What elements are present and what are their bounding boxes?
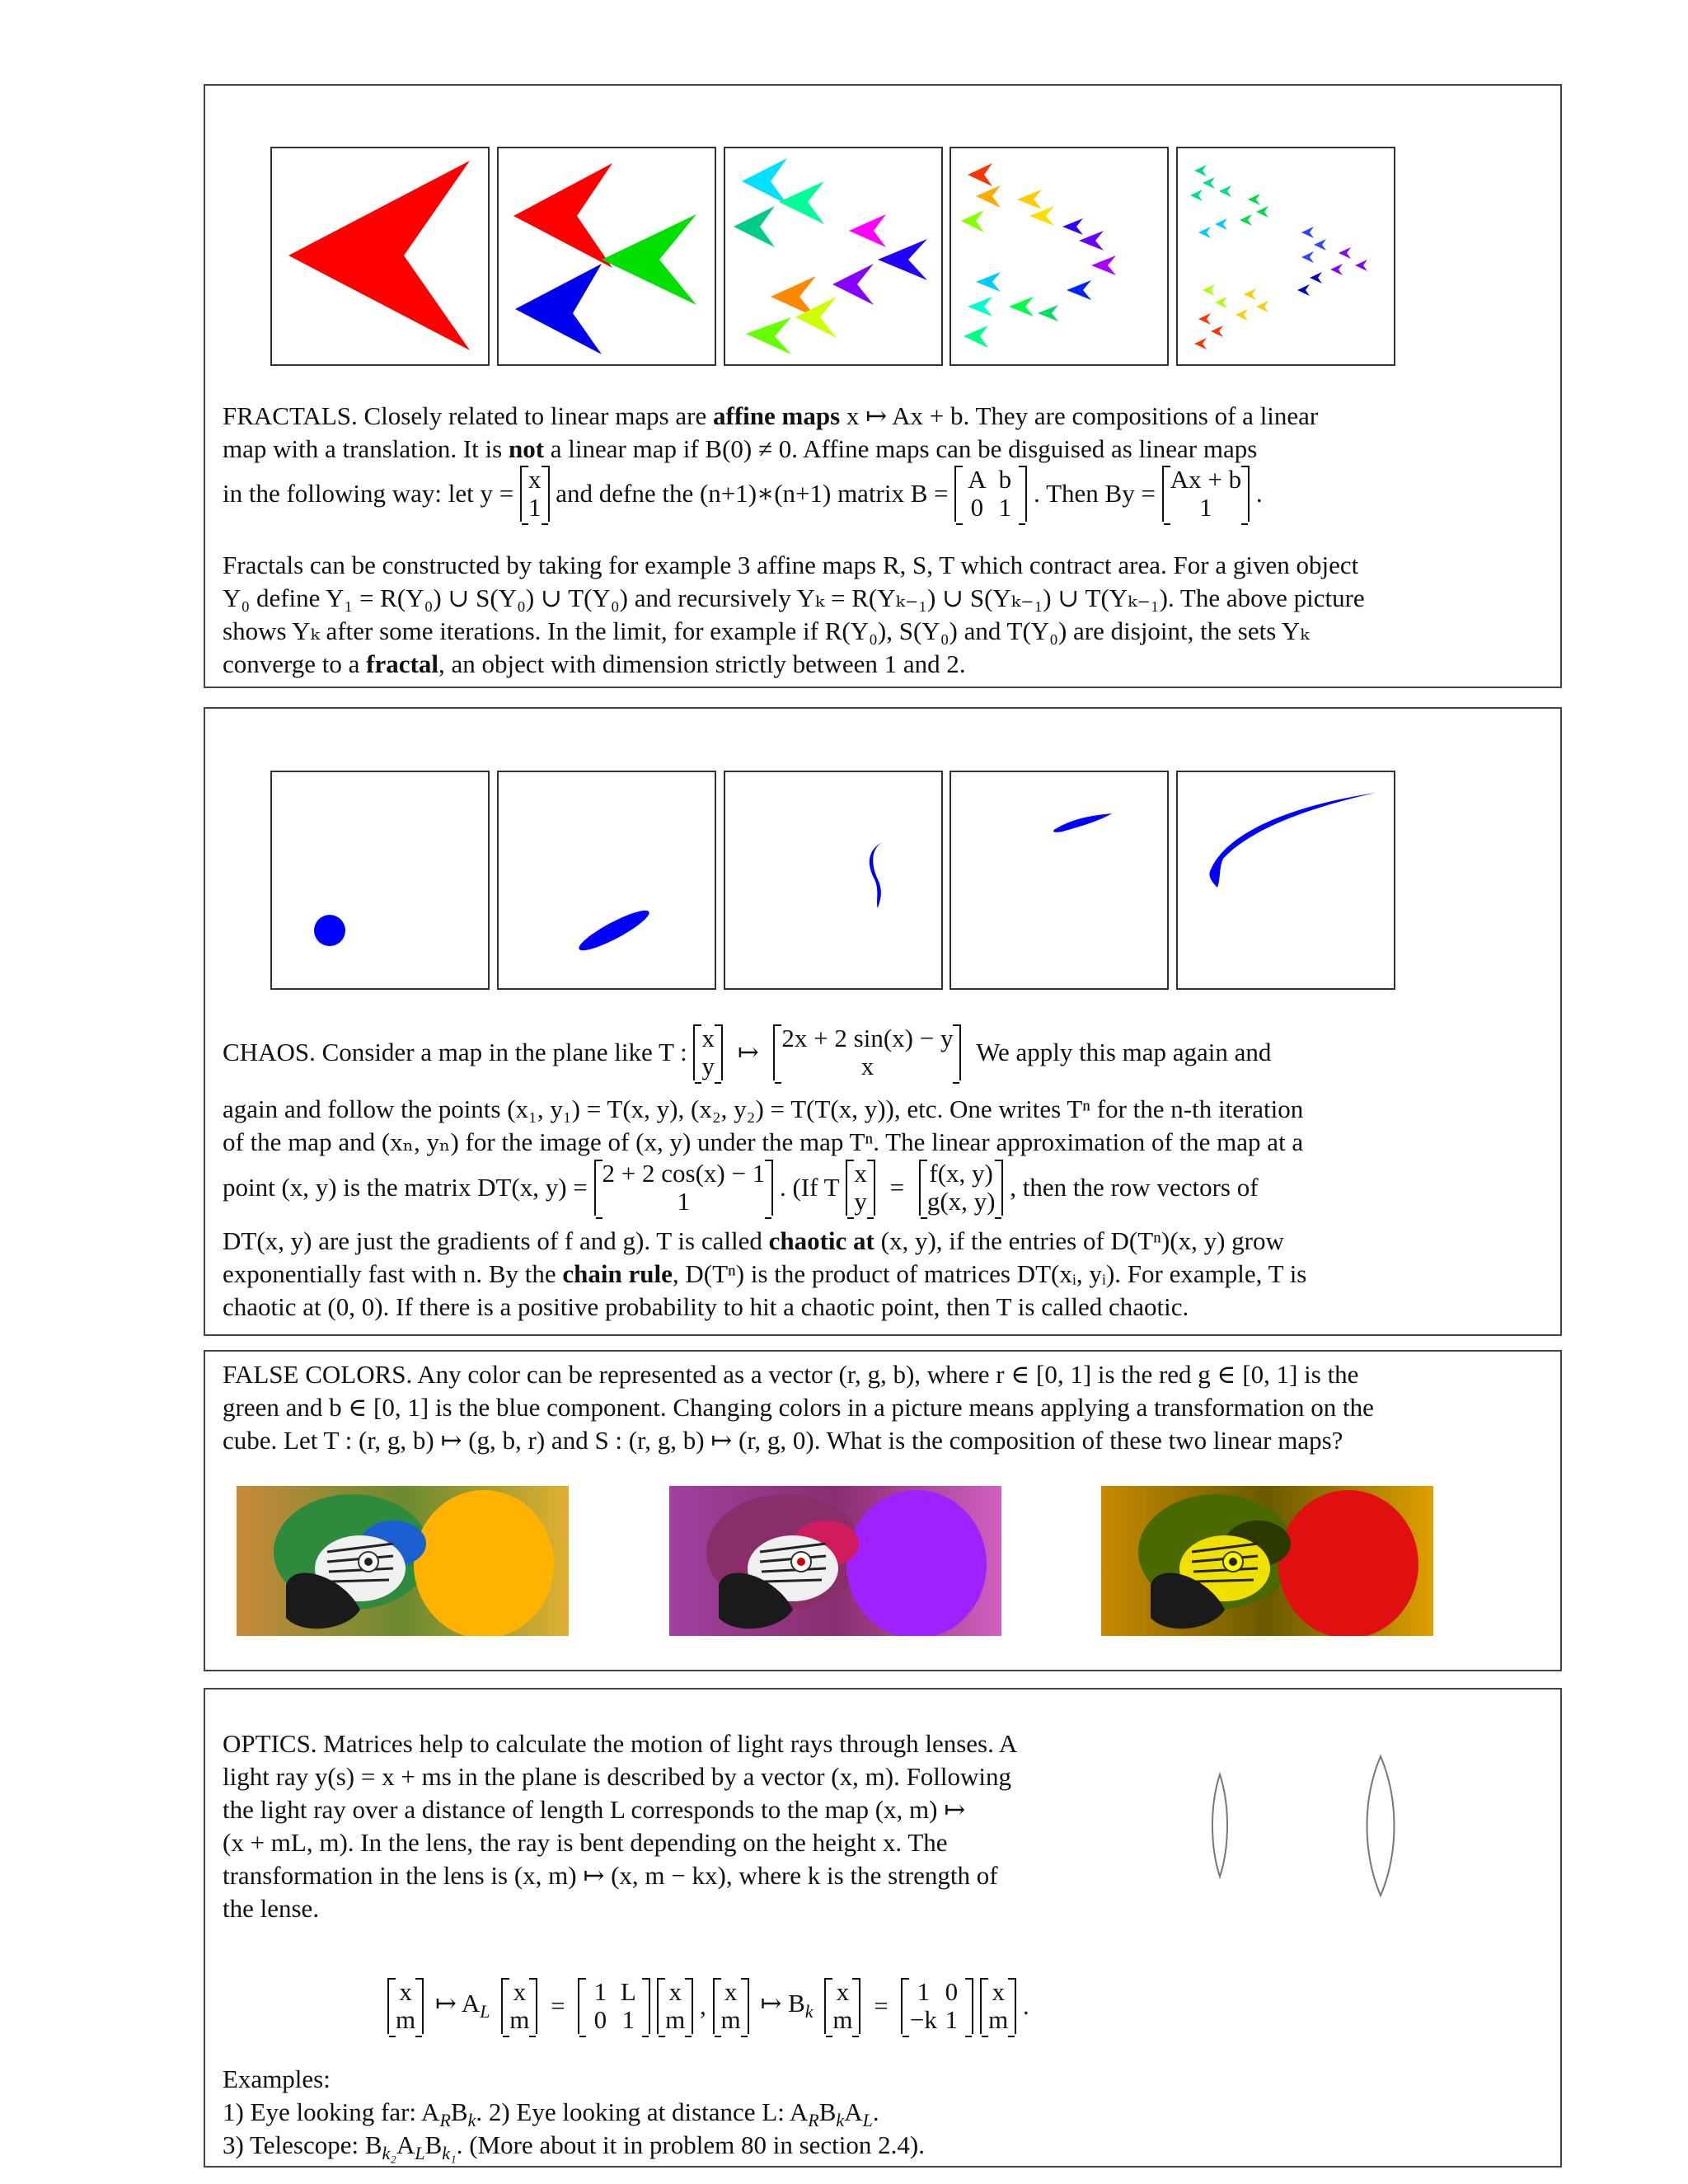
chaos-frame-4	[950, 771, 1169, 990]
chaos-line-5: DT(x, y) are just the gradients of f and g). T is called chaotic at (x, y), if the entries of D(Tⁿ)(x, y) grow	[223, 1226, 1284, 1255]
parrot-photo-S	[1101, 1486, 1433, 1636]
chaos-frame-5	[1176, 771, 1395, 990]
colors-line-3: cube. Let T : (r, g, b) ↦ (g, b, r) and S : (r, g, b) ↦ (r, g, 0). What is the composition of these two linear maps?	[223, 1426, 1343, 1455]
fractals-p2-line-2: Y₀ define Y₁ = R(Y₀) ∪ S(Y₀) ∪ T(Y₀) and recursively Yₖ = R(Yₖ₋₁) ∪ S(Yₖ₋₁) ∪ T(Yₖ₋₁). The above picture	[223, 583, 1365, 612]
fractals-p2-line-1: Fractals can be constructed by taking for example 3 affine maps R, S, T which contract area. For a given object	[223, 551, 1359, 579]
fractal-iteration-1	[499, 148, 715, 364]
fractal-iteration-4	[1178, 148, 1394, 364]
fractal-frame-5	[1176, 147, 1395, 366]
optics-line-5: transformation in the lens is (x, m) ↦ (x, m − kx), where k is the strength of	[223, 1861, 998, 1890]
fractals-p2-line-4: converge to a fractal, an object with dimension strictly between 1 and 2.	[223, 649, 966, 678]
optics-line-4: (x + mL, m). In the lens, the ray is bent depending on the height x. The	[223, 1828, 948, 1857]
vector-y: x 1	[520, 466, 550, 522]
fractals-p2-line-3: shows Yₖ after some iterations. In the limit, for example if R(Y₀), S(Y₀) and T(Y₀) are disjoint, the sets Yₖ	[223, 616, 1310, 645]
colors-line-1: FALSE COLORS. Any color can be represented as a vector (r, g, b), where r ∈ [0, 1] is the red g ∈ [0, 1] is the	[223, 1360, 1359, 1389]
vector-xm-6: x m	[980, 1978, 1016, 2034]
optics-line-3: the light ray over a distance of length L corresponds to the map (x, m) ↦	[223, 1795, 966, 1824]
optics-line-1: OPTICS. Matrices help to calculate the motion of light rays through lenses. A	[223, 1729, 1018, 1758]
vector-xy: x y	[693, 1024, 723, 1080]
chaos-iteration-4	[1178, 772, 1394, 988]
parrot-photo-original	[237, 1486, 569, 1636]
optics-equations: x m ↦ $A_L$ x m = 1 L 0 1 x m , x m ↦ $B_k$ x m = 1 0 −k 1 x m .	[387, 1978, 1029, 2034]
optics-line-6: the lense.	[223, 1894, 320, 1923]
chaos-frame-2	[497, 771, 716, 990]
parrot-T-image	[669, 1486, 1001, 1636]
fractals-line-1: FRACTALS. Closely related to linear maps are affine maps x ↦ Ax + b. They are compositions of a linear	[223, 401, 1319, 430]
thick-lens-icon	[1356, 1754, 1405, 1898]
fractal-frame-4	[950, 147, 1169, 366]
fractal-iteration-3	[951, 148, 1167, 364]
matrix-B: A b 0 1	[954, 466, 1027, 522]
chaos-line-6: exponentially fast with n. By the chain rule, D(Tⁿ) is the product of matrices DT(xᵢ, yᵢ). For example, T is	[223, 1259, 1307, 1288]
fractal-frame-3	[724, 147, 943, 366]
optics-line-2: light ray y(s) = x + ms in the plane is described by a vector (x, m). Following	[223, 1762, 1012, 1791]
vector-T: 2x + 2 sin(x) − y x	[773, 1024, 961, 1080]
chaos-line-4: point (x, y) is the matrix DT(x, y) = 2 + 2 cos(x) − 1 1 . (If T x y = f(x, y) g(x, y) , then the row vectors of	[223, 1159, 1259, 1216]
fractal-iteration-0	[272, 148, 488, 364]
matrix-Bk: 1 0 −k 1	[901, 1978, 973, 2034]
optics-examples-title: Examples:	[223, 2064, 331, 2093]
vector-xm-4: x m	[713, 1978, 749, 2034]
chaos-line-3: of the map and (xₙ, yₙ) for the image of (x, y) under the map Tⁿ. The linear approximation of the map at a	[223, 1127, 1304, 1156]
chaos-iteration-2	[725, 772, 941, 988]
parrot-original-image	[237, 1486, 569, 1636]
parrot-photo-T	[669, 1486, 1001, 1636]
fractal-iteration-2	[725, 148, 941, 364]
fractal-frame-1	[270, 147, 490, 366]
vector-By: Ax + b 1	[1162, 466, 1250, 522]
vector-xm-2: x m	[501, 1978, 537, 2034]
chaos-frame-3	[724, 771, 943, 990]
optics-example-1-2: 1) Eye looking far: $A_RB_k$. 2) Eye looking at distance L: $A_RB_kA_L$.	[223, 2097, 879, 2131]
chaos-iteration-1	[499, 772, 715, 988]
vector-fg: f(x, y) g(x, y)	[919, 1160, 1004, 1216]
chaos-line-7: chaotic at (0, 0). If there is a positive probability to hit a chaotic point, then T is called chaotic.	[223, 1292, 1189, 1321]
fractal-frame-2	[497, 147, 716, 366]
fractals-line-2: map with a translation. It is not a linear map if B(0) ≠ 0. Affine maps can be disguised as linear maps	[223, 434, 1258, 463]
vector-xm-3: x m	[657, 1978, 693, 2034]
vector-xm-1: x m	[387, 1978, 424, 2034]
colors-line-2: green and b ∈ [0, 1] is the blue component. Changing colors in a picture means applying a transformation on the	[223, 1393, 1374, 1422]
vector-xm-5: x m	[824, 1978, 860, 2034]
vector-xy-2: x y	[846, 1160, 875, 1216]
parrot-S-image	[1101, 1486, 1433, 1636]
chaos-iteration-3	[951, 772, 1167, 988]
optics-example-3: 3) Telescope: $B_{k_2}A_LB_{k_1}$. (More about it in problem 80 in section 2.4).	[223, 2130, 925, 2164]
matrix-AL: 1 L 0 1	[578, 1978, 650, 2034]
chaos-line-1: CHAOS. Consider a map in the plane like T : x y ↦ 2x + 2 sin(x) − y x We apply this map again and	[223, 1024, 1272, 1080]
matrix-DT: 2 + 2 cos(x) − 1 1	[594, 1160, 774, 1216]
chaos-line-2: again and follow the points (x₁, y₁) = T(x, y), (x₂, y₂) = T(T(x, y)), etc. One writes Tⁿ for the n-th iteration	[223, 1094, 1304, 1123]
chaos-frame-1	[270, 771, 490, 990]
chaos-iteration-0	[272, 772, 488, 988]
fractals-line-3: in the following way: let y = x 1 and defne the (n+1)∗(n+1) matrix B = A b 0 1 . Then By = Ax + b 1 .	[223, 465, 1263, 522]
thin-lens-icon	[1203, 1772, 1236, 1879]
